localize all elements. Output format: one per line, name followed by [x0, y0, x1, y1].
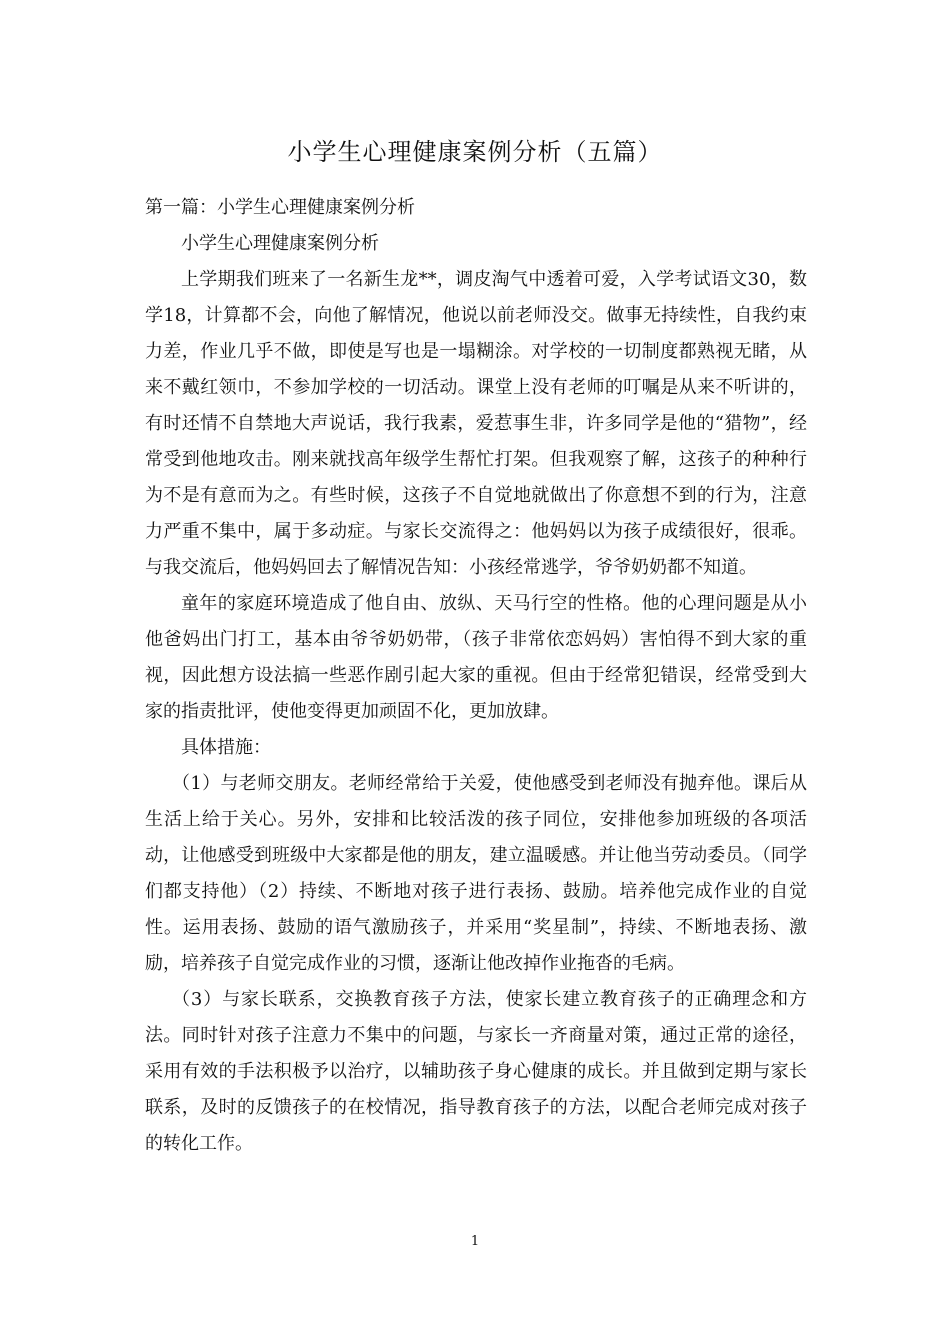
document-body [145, 190, 807, 1162]
subheading: 小学生心理健康案例分析 [181, 233, 379, 254]
paragraph-measures-heading: 具体措施： [181, 737, 271, 758]
page-number: 1 [470, 1234, 480, 1249]
paragraph-case-description: 上学期我们班来了一名新生龙**，调皮淘气中透着可爱，入学考试语文30，数学18，计算都不会，向他了解情况，他说以前老师没交。做事无持续性，自我约束力差，作业几乎不做，即使是写也是一塌糊涂。对学校的一切制度都熟视无睹，从来不戴红领巾，不参加学校的一切活动。课堂上没有老师的叮嘱是从来不听讲的，有时还情不自禁地大声说话，我行我素，爱惹事生非，许多同学是他的“猎物”，经常受到他地攻击。刚来就找高年级学生帮忙打架。但我观察了解，这孩子的种种行为不是有意而为之。有些时候，这孩子不自觉地就做出了你意想不到的行为，注意力严重不集中，属于多动症。与家长交流得之：他妈妈以为孩子成绩很好，很乖。与我交流后，他妈妈回去了解情况告知：小孩经常逃学，爷爷奶奶都不知道。 [145, 269, 807, 578]
section-heading: 第一篇：小学生心理健康案例分析 [145, 197, 415, 218]
paragraph-cause-analysis: 童年的家庭环境造成了他自由、放纵、天马行空的性格。他的心理问题是从小他爸妈出门打工，基本由爷爷奶奶带，（孩子非常依恋妈妈）害怕得不到大家的重视，因此想方设法搞一些恶作剧引起大家的重视。但由于经常犯错误，经常受到大家的指责批评，使他变得更加顽固不化，更加放肆。 [145, 593, 807, 722]
paragraph-measures-3: （3）与家长联系，交换教育孩子方法，使家长建立教育孩子的正确理念和方法。同时针对孩子注意力不集中的问题，与家长一齐商量对策，通过正常的途径，采用有效的手法积极予以治疗，以辅助孩子身心健康的成长。并且做到定期与家长联系，及时的反馈孩子的在校情况，指导教育孩子的方法，以配合老师完成对孩子的转化工作。 [145, 989, 807, 1154]
paragraph-measures-1-2: （1）与老师交朋友。老师经常给于关爱，使他感受到老师没有抛弃他。课后从生活上给于关心。另外，安排和比较活泼的孩子同位，安排他参加班级的各项活动，让他感受到班级中大家都是他的朋友，建立温暖感。并让他当劳动委员。（同学们都支持他）（2）持续、不断地对孩子进行表扬、鼓励。培养他完成作业的自觉性。运用表扬、鼓励的语气激励孩子，并采用“奖星制”，持续、不断地表扬、激励，培养孩子自觉完成作业的习惯，逐渐让他改掉作业拖沓的毛病。 [145, 773, 807, 974]
document-title: 小学生心理健康案例分析（五篇） [287, 138, 663, 166]
